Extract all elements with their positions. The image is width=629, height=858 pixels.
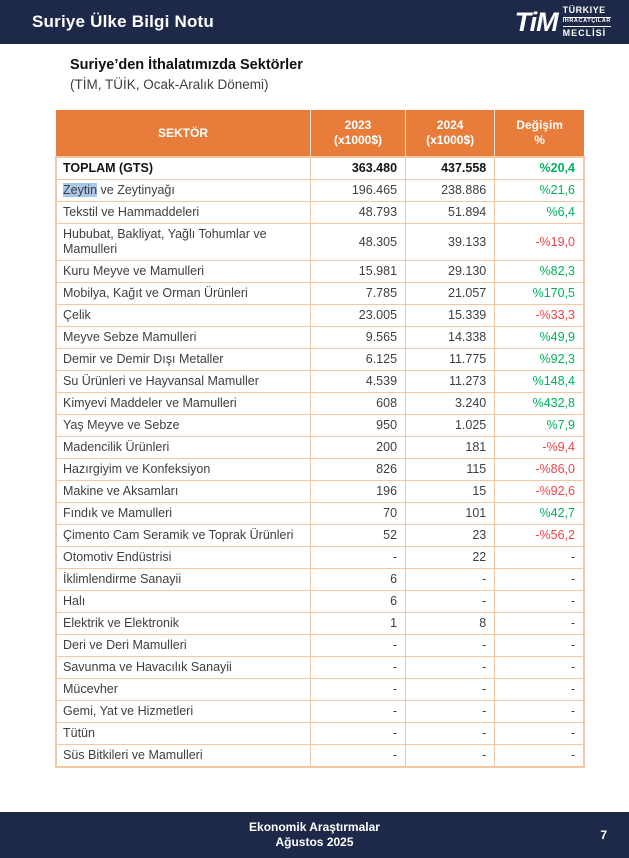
col-header-sektor <box>56 110 311 157</box>
change-percent-cell: - <box>495 701 584 723</box>
change-percent-cell: %82,3 <box>495 261 584 283</box>
value-2023-cell: 826 <box>311 459 406 481</box>
tim-logo-text <box>563 6 611 39</box>
change-percent-cell: %49,9 <box>495 327 584 349</box>
table-row <box>56 459 584 481</box>
sector-cell: Gemi, Yat ve Hizmetleri <box>56 701 311 723</box>
sector-cell: Fındık ve Mamulleri <box>56 503 311 525</box>
change-percent-cell: %21,6 <box>495 180 584 202</box>
value-2024-cell: 11.273 <box>406 371 495 393</box>
table-row <box>56 657 584 679</box>
col-header-2023 <box>311 110 406 157</box>
value-2023-cell: - <box>311 547 406 569</box>
table-row <box>56 415 584 437</box>
value-2024-cell: 3.240 <box>406 393 495 415</box>
value-2024-cell: - <box>406 745 495 768</box>
change-percent-cell: - <box>495 635 584 657</box>
value-2023-cell: 48.305 <box>311 224 406 261</box>
table-row <box>56 202 584 224</box>
change-percent-cell: %42,7 <box>495 503 584 525</box>
value-2024-cell: 14.338 <box>406 327 495 349</box>
sector-cell: Madencilik Ürünleri <box>56 437 311 459</box>
value-2023-cell: - <box>311 635 406 657</box>
change-percent-cell: %20,4 <box>495 157 584 180</box>
change-percent-cell: %432,8 <box>495 393 584 415</box>
table-row <box>56 679 584 701</box>
footer-date: Ağustos 2025 <box>275 835 354 849</box>
value-2024-cell: - <box>406 591 495 613</box>
table-row <box>56 224 584 261</box>
value-2024-cell: 8 <box>406 613 495 635</box>
sector-cell: Makine ve Aksamları <box>56 481 311 503</box>
value-2023-cell: 52 <box>311 525 406 547</box>
footer-band <box>0 812 629 858</box>
value-2024-cell: - <box>406 723 495 745</box>
value-2023-cell: 608 <box>311 393 406 415</box>
value-2023-cell: - <box>311 701 406 723</box>
sector-cell: Meyve Sebze Mamulleri <box>56 327 311 349</box>
document-title: Suriye Ülke Bilgi Notu <box>32 12 214 31</box>
sector-cell: Tekstil ve Hammaddeleri <box>56 202 311 224</box>
sector-cell: Süs Bitkileri ve Mamulleri <box>56 745 311 768</box>
value-2024-cell: 15.339 <box>406 305 495 327</box>
value-2023-cell: 196.465 <box>311 180 406 202</box>
table-row <box>56 635 584 657</box>
table-row <box>56 745 584 768</box>
top-header-band <box>0 0 629 44</box>
sector-cell: Hububat, Bakliyat, Yağlı Tohumlar ve Mamulleri <box>56 224 311 261</box>
change-percent-cell: %7,9 <box>495 415 584 437</box>
value-2024-cell: - <box>406 635 495 657</box>
change-percent-cell: %6,4 <box>495 202 584 224</box>
text-selection-highlight: Zeytin <box>63 183 98 197</box>
change-percent-cell: - <box>495 547 584 569</box>
col-header-label: Değişim <box>516 118 563 132</box>
sector-cell: Mücevher <box>56 679 311 701</box>
col-header-label: 2023 <box>344 118 372 132</box>
col-header-unit: (x1000$) <box>426 133 475 147</box>
table-row <box>56 569 584 591</box>
value-2024-cell: 39.133 <box>406 224 495 261</box>
sector-cell: Yaş Meyve ve Sebze <box>56 415 311 437</box>
change-percent-cell: - <box>495 679 584 701</box>
change-percent-cell: %92,3 <box>495 349 584 371</box>
table-title: Suriye’den İthalatımızda Sektörler <box>70 57 303 73</box>
table-subtitle: (TİM, TÜİK, Ocak-Aralık Dönemi) <box>70 77 269 92</box>
value-2023-cell: - <box>311 745 406 768</box>
sector-cell: Çelik <box>56 305 311 327</box>
value-2024-cell: 11.775 <box>406 349 495 371</box>
change-percent-cell: %170,5 <box>495 283 584 305</box>
col-header-unit: (x1000$) <box>333 133 383 147</box>
logo-line-turkiye: TÜRKIYE <box>562 4 606 15</box>
change-percent-cell: - <box>495 569 584 591</box>
table-row <box>56 349 584 371</box>
sector-cell: Çimento Cam Seramik ve Toprak Ürünleri <box>56 525 311 547</box>
sector-cell: Demir ve Demir Dışı Metaller <box>56 349 311 371</box>
value-2023-cell: 6.125 <box>311 349 406 371</box>
value-2023-cell: 6 <box>311 569 406 591</box>
value-2024-cell: 437.558 <box>406 157 495 180</box>
table-header <box>56 110 584 157</box>
table-row <box>56 261 584 283</box>
value-2024-cell: 51.894 <box>406 202 495 224</box>
change-percent-cell: -%19,0 <box>495 224 584 261</box>
change-percent-cell: -%9,4 <box>495 437 584 459</box>
sector-cell: Kuru Meyve ve Mamulleri <box>56 261 311 283</box>
value-2023-cell: - <box>311 679 406 701</box>
value-2023-cell: 48.793 <box>311 202 406 224</box>
table-row <box>56 180 584 202</box>
value-2024-cell: - <box>406 679 495 701</box>
change-percent-cell: - <box>495 591 584 613</box>
change-percent-cell: - <box>495 657 584 679</box>
table-row <box>56 481 584 503</box>
value-2023-cell: 7.785 <box>311 283 406 305</box>
value-2024-cell: 181 <box>406 437 495 459</box>
table-row <box>56 503 584 525</box>
sector-cell: Deri ve Deri Mamulleri <box>56 635 311 657</box>
value-2024-cell: - <box>406 657 495 679</box>
sector-cell: Zeytin ve Zeytinyağı <box>56 180 311 202</box>
sector-cell: Su Ürünleri ve Hayvansal Mamuller <box>56 371 311 393</box>
change-percent-cell: - <box>495 723 584 745</box>
table-row <box>56 613 584 635</box>
value-2024-cell: 115 <box>406 459 495 481</box>
value-2023-cell: 200 <box>311 437 406 459</box>
value-2023-cell: 950 <box>311 415 406 437</box>
change-percent-cell: - <box>495 745 584 768</box>
value-2024-cell: 23 <box>406 525 495 547</box>
logo-line-ihracatcilar: İHRACATÇILAR <box>563 17 611 28</box>
table-row <box>56 371 584 393</box>
table-row <box>56 591 584 613</box>
value-2023-cell: - <box>311 723 406 745</box>
logo-line-meclisi: MECLİSİ <box>562 28 607 39</box>
value-2024-cell: 1.025 <box>406 415 495 437</box>
value-2024-cell: 22 <box>406 547 495 569</box>
change-percent-cell: -%92,6 <box>495 481 584 503</box>
value-2023-cell: 9.565 <box>311 327 406 349</box>
value-2024-cell: - <box>406 701 495 723</box>
value-2024-cell: 29.130 <box>406 261 495 283</box>
value-2023-cell: 70 <box>311 503 406 525</box>
value-2024-cell: - <box>406 569 495 591</box>
table-row <box>56 327 584 349</box>
table-row <box>56 283 584 305</box>
table-row <box>56 723 584 745</box>
sector-cell: Savunma ve Havacılık Sanayii <box>56 657 311 679</box>
sector-cell: Tütün <box>56 723 311 745</box>
col-header-label: SEKTÖR <box>157 125 208 140</box>
page-number: 7 <box>600 828 607 842</box>
sector-cell: Halı <box>56 591 311 613</box>
table-row <box>56 305 584 327</box>
tim-logo <box>515 6 611 39</box>
value-2024-cell: 15 <box>406 481 495 503</box>
sector-cell: TOPLAM (GTS) <box>56 157 311 180</box>
value-2023-cell: 23.005 <box>311 305 406 327</box>
change-percent-cell: -%33,3 <box>495 305 584 327</box>
sector-cell: Kimyevi Maddeler ve Mamulleri <box>56 393 311 415</box>
col-header-label: 2024 <box>436 118 464 132</box>
value-2023-cell: 1 <box>311 613 406 635</box>
table-body <box>56 157 584 767</box>
table-row <box>56 393 584 415</box>
sector-cell: Mobilya, Kağıt ve Orman Ürünleri <box>56 283 311 305</box>
sectors-table-wrapper <box>55 110 585 768</box>
footer-department: Ekonomik Araştırmalar <box>249 820 380 834</box>
table-row <box>56 525 584 547</box>
tim-logo-abbr: TiM <box>514 6 558 37</box>
table-row <box>56 437 584 459</box>
value-2024-cell: 101 <box>406 503 495 525</box>
col-header-unit: % <box>534 133 545 147</box>
table-row <box>56 701 584 723</box>
value-2023-cell: 196 <box>311 481 406 503</box>
value-2023-cell: 363.480 <box>311 157 406 180</box>
value-2023-cell: 15.981 <box>311 261 406 283</box>
header-row <box>56 110 584 157</box>
value-2024-cell: 21.057 <box>406 283 495 305</box>
change-percent-cell: - <box>495 613 584 635</box>
value-2024-cell: 238.886 <box>406 180 495 202</box>
value-2023-cell: 6 <box>311 591 406 613</box>
change-percent-cell: %148,4 <box>495 371 584 393</box>
value-2023-cell: - <box>311 657 406 679</box>
col-header-degisim <box>495 110 584 157</box>
sector-cell: İklimlendirme Sanayii <box>56 569 311 591</box>
value-2023-cell: 4.539 <box>311 371 406 393</box>
sector-cell: Elektrik ve Elektronik <box>56 613 311 635</box>
section-header <box>70 56 303 94</box>
total-row <box>56 157 584 180</box>
sectors-table <box>55 110 585 768</box>
change-percent-cell: -%86,0 <box>495 459 584 481</box>
change-percent-cell: -%56,2 <box>495 525 584 547</box>
table-row <box>56 547 584 569</box>
sector-cell: Otomotiv Endüstrisi <box>56 547 311 569</box>
sector-cell: Hazırgiyim ve Konfeksiyon <box>56 459 311 481</box>
col-header-2024 <box>406 110 495 157</box>
